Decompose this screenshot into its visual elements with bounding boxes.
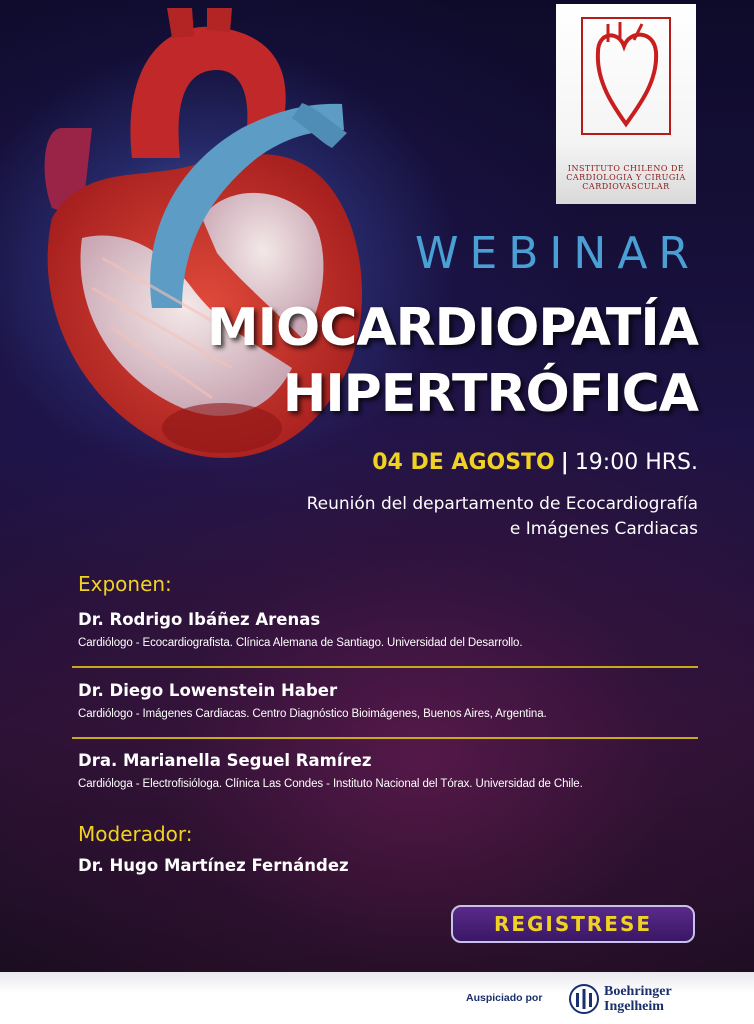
institute-logo [556, 4, 696, 204]
speakers-heading: Exponen: [78, 572, 172, 596]
title-line-2: HIPERTRÓFICA [282, 364, 698, 424]
speaker-role: Cardiólogo - Ecocardiografista. Clínica Alemana de Santiago. Universidad del Desarrollo. [78, 637, 523, 649]
meeting-line-1: Reunión del departamento de Ecocardiografía [306, 494, 698, 514]
register-button[interactable]: REGISTRESE [451, 905, 695, 943]
meeting-line-2: e Imágenes Cardiacas [509, 519, 698, 539]
speaker-item [78, 681, 698, 720]
logo-text: INSTITUTO CHILENO DE CARDIOLOGIA Y CIRUGIA CARDIOVASCULAR [566, 164, 686, 191]
sponsor-name-line-2: Ingelheim [604, 999, 664, 1014]
date-separator: | [560, 450, 569, 475]
speaker-divider [72, 737, 698, 739]
meeting-description [178, 492, 698, 542]
speaker-name: Dra. Marianella Seguel Ramírez [78, 751, 372, 770]
speaker-divider [72, 666, 698, 668]
moderator-heading: Moderador: [78, 822, 193, 846]
sponsor-name [604, 984, 672, 1014]
event-time: 19:00 HRS. [574, 450, 698, 475]
sponsor-label: Auspiciado por [466, 992, 543, 1004]
heart-logo-icon [568, 12, 684, 162]
speaker-role: Cardióloga - Electrofisióloga. Clínica Las Condes - Instituto Nacional del Tórax. Universidad de Chile. [78, 778, 583, 790]
event-date: 04 DE AGOSTO [372, 450, 555, 475]
speaker-item [78, 610, 698, 649]
event-dateline [372, 450, 698, 475]
speaker-role: Cardiólogo - Imágenes Cardiacas. Centro Diagnóstico Bioimágenes, Buenos Aires, Argentina. [78, 708, 547, 720]
speaker-name: Dr. Diego Lowenstein Haber [78, 681, 338, 700]
webinar-label: WEBINAR [414, 228, 700, 279]
boehringer-logo-icon [568, 983, 600, 1015]
moderator-name: Dr. Hugo Martínez Fernández [78, 856, 349, 875]
title-line-1: MIOCARDIOPATÍA [206, 298, 698, 358]
speaker-item [78, 751, 698, 790]
sponsor-footer [0, 972, 754, 1024]
sponsor-name-line-1: Boehringer [604, 984, 672, 999]
speaker-name: Dr. Rodrigo Ibáñez Arenas [78, 610, 321, 629]
